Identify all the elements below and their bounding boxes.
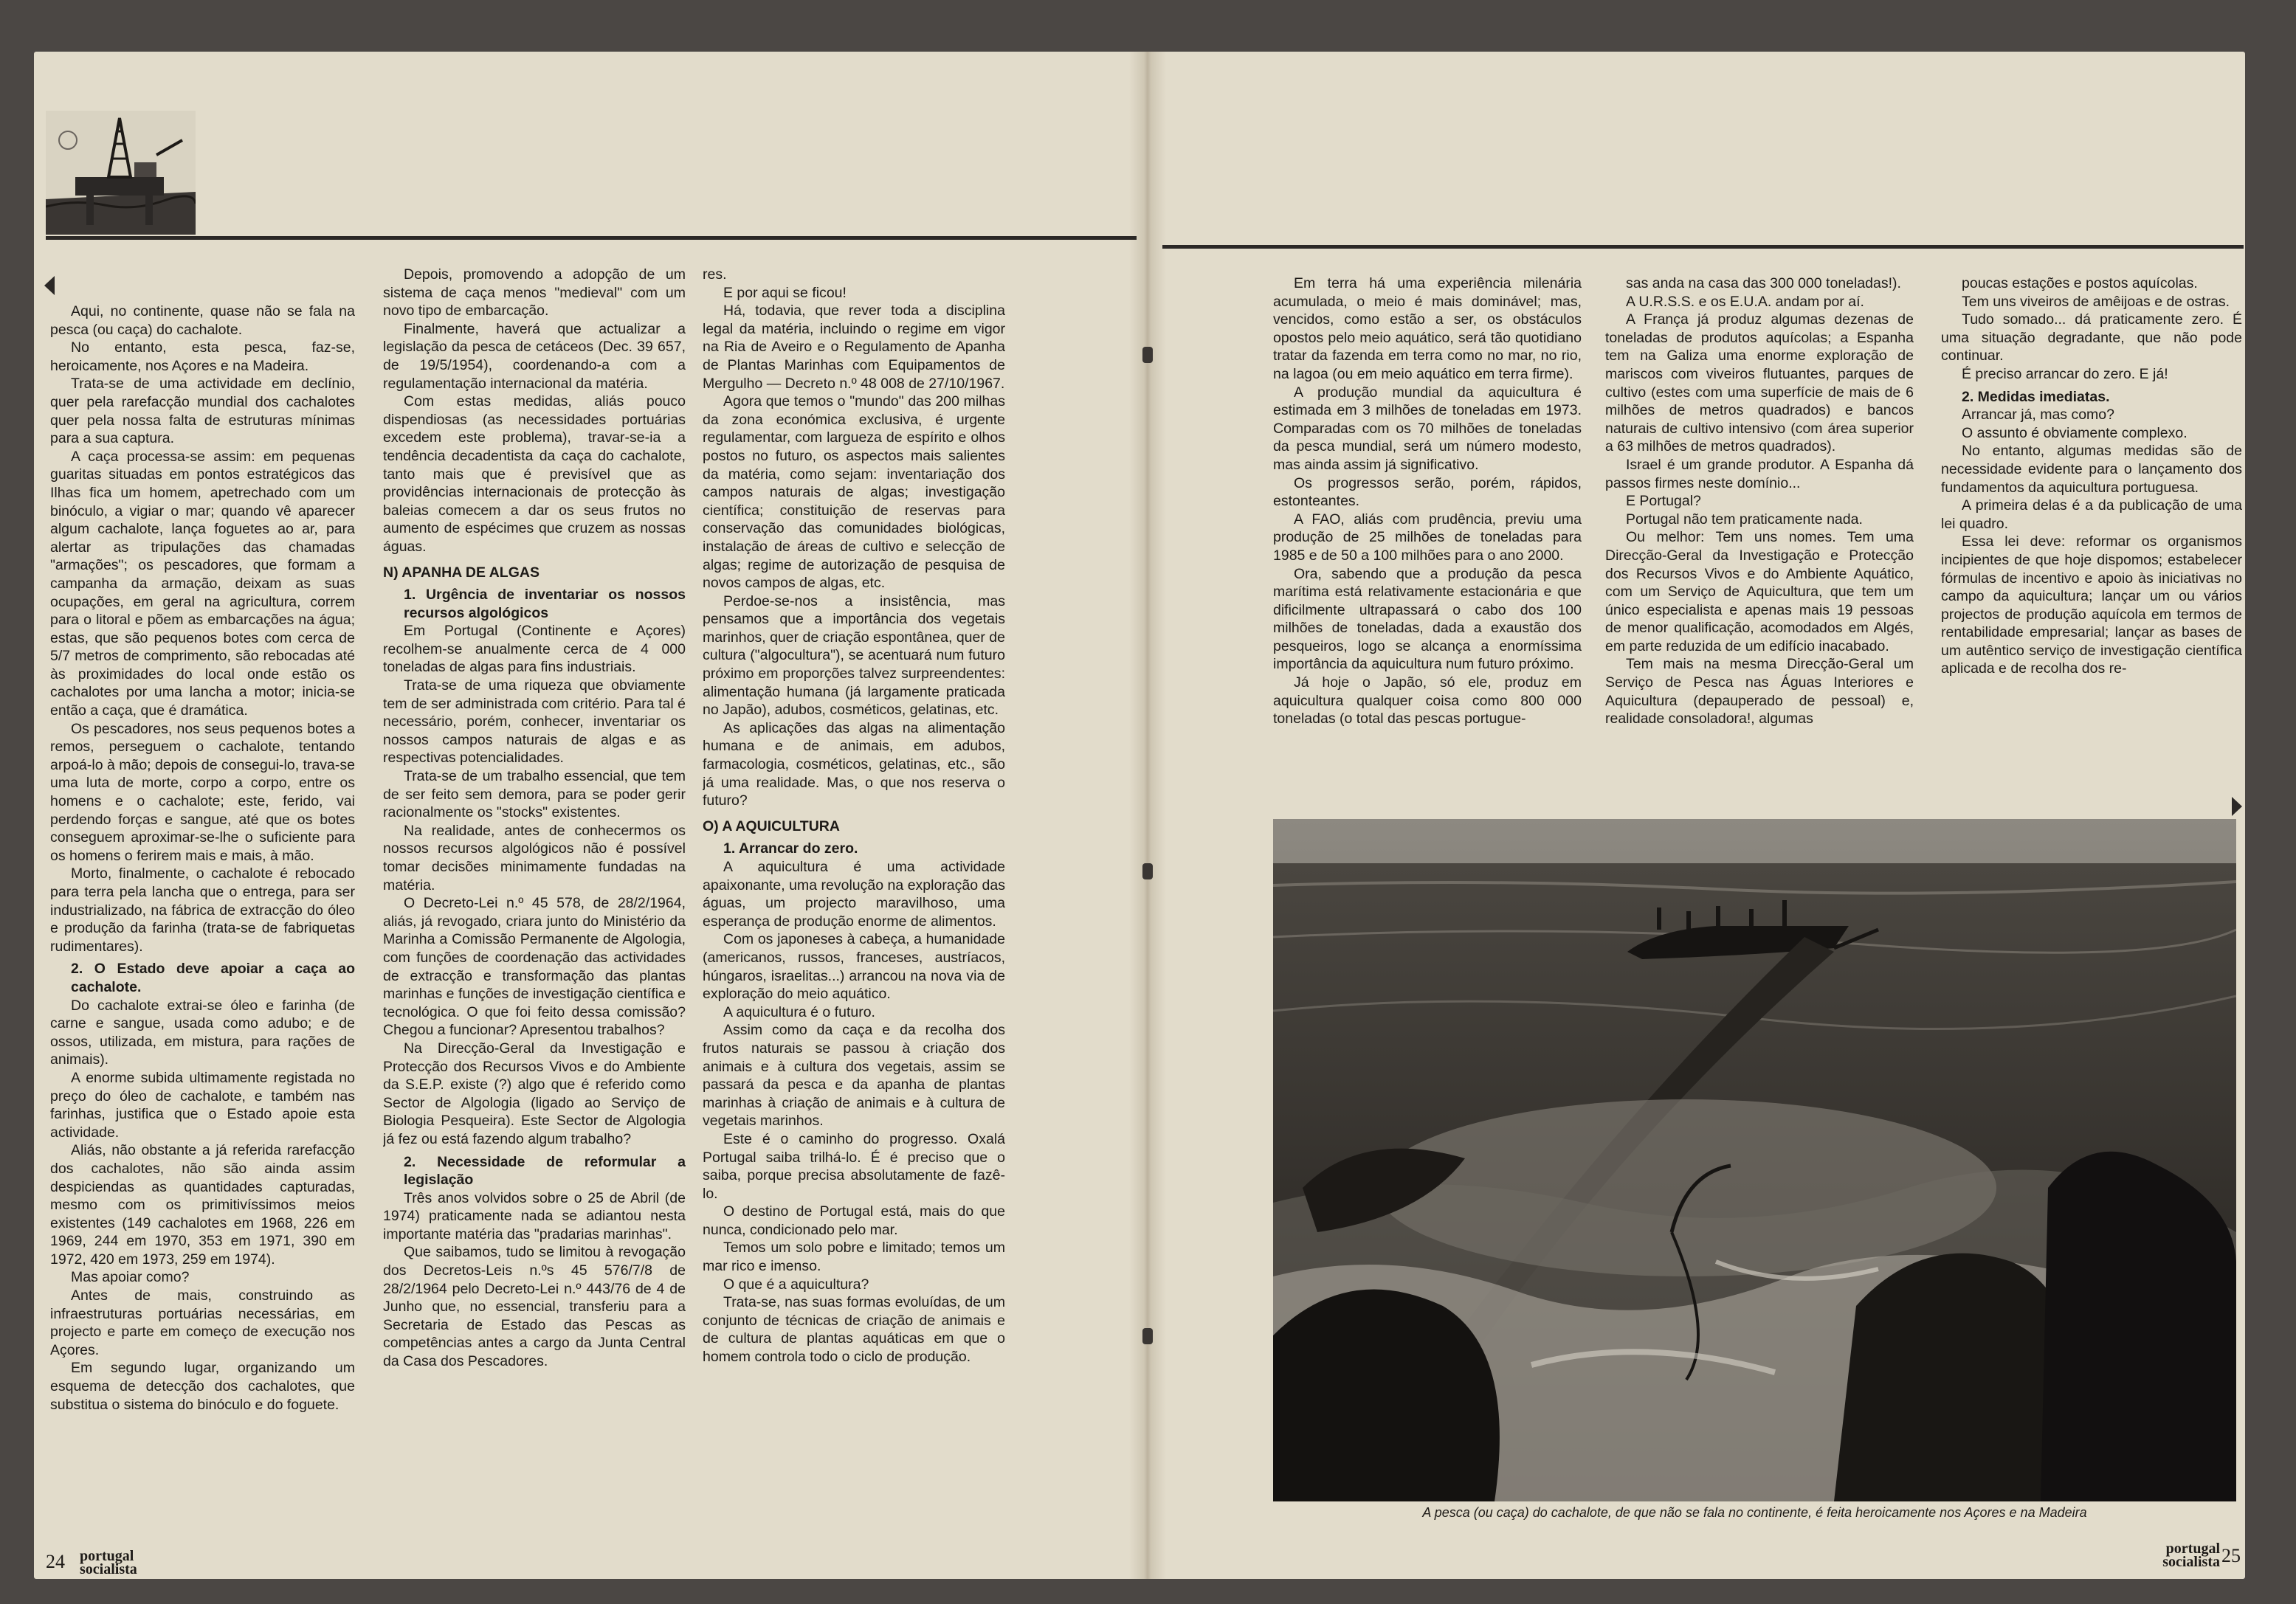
paragraph: Essa lei deve: reformar os organismos incipientes de que hoje dispomos; estabelecer fórmulas de incentivo e apoio às iniciativas no campo da aquicultura; lançar um ou vários projectos de produção aquícola em termos de rentabilidade empresarial; lançar as bases de um autêntico serviço de investigação científica aplicada e de recolha dos re- bbox=[1941, 533, 2242, 677]
page-number-right: 25 bbox=[2221, 1545, 2241, 1566]
paragraph: Morto, finalmente, o cachalote é rebocado para terra pela lancha que o entrega, para ser industrializado, na fábrica de extracção do óleo e produção da farinha (trata-se de fabriquetas rudimentares). bbox=[50, 865, 355, 955]
paragraph: Ora, sabendo que a produção da pesca marítima está relativamente estacionária e que dificilmente ultrapassará o cabo dos 100 milhões de toneladas, dada a exaustão dos pesqueiros, logo se alcança a enormíssima importância da aquicultura num futuro próximo. bbox=[1273, 565, 1582, 673]
paragraph: A primeira delas é a da publicação de uma lei quadro. bbox=[1941, 497, 2242, 532]
paragraph: Israel é um grande produtor. A Espanha dá passos firmes neste domínio... bbox=[1605, 456, 1914, 491]
paragraph: A caça processa-se assim: em pequenas guaritas situadas em pontos estratégicos das Ilhas fica um homem, apetrechado com um binóculo, a vigiar o mar; quando vê aparecer algum cachalote, lança foguetes ao ar, para alertar as tripulações das chamadas "armações"; os pescadores, que formam a campanha da armação, deixam as suas ocupações, em geral na agricultura, correm para o litoral e põem as embarcações na água; estas, que são pequenos botes com cerca de 5/7 metros de comprimento, são rebocadas até às proximidades do local onde estão os cachalotes por uma lancha a motor; inicia-se então a caça, que é dramática. bbox=[50, 448, 355, 719]
staple bbox=[1142, 863, 1153, 879]
paragraph: Trata-se de uma actividade em declínio, quer pela rarefacção mundial dos cachalotes quer pela nossa falta de estruturas mínimas para a sua captura. bbox=[50, 376, 355, 447]
paragraph: Tudo somado... dá praticamente zero. É uma situação degradante, que não pode continuar. bbox=[1941, 311, 2242, 364]
paragraph: Portugal não tem praticamente nada. bbox=[1626, 511, 1863, 528]
oil-rig-illustration-icon bbox=[46, 111, 196, 235]
section-heading: 2. Necessidade de reformular a legislação bbox=[404, 1153, 686, 1189]
paragraph: Depois, promovendo a adopção de um sistema de caça menos "medieval" com um novo tipo de embarcação. bbox=[383, 266, 686, 319]
article-column-6 bbox=[1941, 274, 2242, 813]
paragraph: Mas apoiar como? bbox=[71, 1269, 190, 1286]
paragraph: Ou melhor: Tem uns nomes. Tem uma Direcção-Geral da Investigação e Protecção dos Recursos Vivos e do Ambiente Aquático, com um Serviço de Aquicultura, que tem um único especialista e apenas mais 19 pessoas de menor qualificação, acomodados em Algés, em parte reduzida de um edifício inacabado. bbox=[1605, 529, 1914, 654]
article-column-4 bbox=[1273, 274, 1582, 813]
paragraph: E Portugal? bbox=[1626, 493, 1701, 510]
section-heading: 2. Medidas imediatas. bbox=[1962, 388, 2110, 405]
paragraph: O assunto é obviamente complexo. bbox=[1962, 424, 2188, 441]
paragraph: Perdoe-se-nos a insistência, mas pensamos que a importância dos vegetais marinhos, quer de criação espontânea, quer de cultura ("algocultura"), se acentuará num futuro próximo em proporções talvez surpreendentes: alimentação humana (já largamente praticada no Japão), adubos, cosméticos, gelatinas, etc. bbox=[703, 592, 1005, 719]
section-heading: 2. O Estado deve apoiar a caça ao cachalote. bbox=[71, 961, 355, 995]
paragraph: Tem mais na mesma Direcção-Geral um Serviço de Pesca nas Águas Interiores e Aquicultura (depauperado de pessoal) e, realidade consoladora!, algumas bbox=[1605, 656, 1914, 727]
section-heading: O) A AQUICULTURA bbox=[703, 817, 840, 834]
article-column-2 bbox=[383, 266, 686, 1527]
paragraph: Arrancar já, mas como? bbox=[1962, 407, 2114, 424]
paragraph: A produção mundial da aquicultura é estimada em 3 milhões de toneladas em 1973. Comparadas com os 70 milhões de toneladas da pesca mundial, será um número modesto, mas ainda assim já significativo. bbox=[1273, 384, 1582, 473]
paragraph: Finalmente, haverá que actualizar a legislação da pesca de cetáceos (Dec. 39 657, de 19/5/1954), coordenando-a com a regulamentação internacional da matéria. bbox=[383, 320, 686, 392]
paragraph: As aplicações das algas na alimentação humana e de animais, em adubos, farmacologia, cosméticos, gelatinas, etc., são já uma realidade. Mas, o que nos reserva o futuro? bbox=[703, 719, 1005, 809]
paragraph: Em Portugal (Continente e Açores) recolhem-se anualmente cerca de 4 000 toneladas de algas para fins industriais. bbox=[383, 623, 686, 676]
paragraph: Com os japoneses à cabeça, a humanidade (americanos, russos, franceses, austríacos, húngaros, israelitas...) arrancou na nova via de exploração do meio aquático. bbox=[703, 931, 1005, 1003]
paragraph: No entanto, esta pesca, faz-se, heroicamente, nos Açores e na Madeira. bbox=[50, 339, 355, 374]
paragraph: Em segundo lugar, organizando um esquema de detecção dos cachalotes, que substitua o sistema do binóculo e do foguete. bbox=[50, 1360, 355, 1413]
paragraph: Temos um solo pobre e limitado; temos um mar rico e imenso. bbox=[703, 1240, 1005, 1275]
paragraph: Do cachalote extrai-se óleo e farinha (de carne e sangue, usada como adubo; e de ossos, utilizada, em mistura, para rações de animais). bbox=[50, 997, 355, 1068]
paragraph: Na Direcção-Geral da Investigação e Protecção dos Recursos Vivos e do Ambiente da S.E.P. existe (?) algo que é referido como Sector de Algologia (ligado ao Serviço de Biologia Pesqueira). Este Sector de Algologia já fez ou está fazendo algum trabalho? bbox=[383, 1040, 686, 1147]
magazine-logo-left: portugal socialista bbox=[80, 1548, 137, 1577]
paragraph: Tem uns viveiros de amêijoas e de ostras. bbox=[1962, 293, 2230, 310]
paragraph: poucas estações e postos aquícolas. bbox=[1962, 275, 2198, 291]
paragraph: Aliás, não obstante a já referida rarefacção dos cachalotes, não são ainda assim despiciendas as quantidades capturadas, mesmo com os primitivíssimos meios existentes (149 cachalotes em 1968, 226 em 1969, 244 em 1970, 353 em 1971, 390 em 1972, 420 em 1973, 259 em 1974). bbox=[50, 1142, 355, 1268]
paragraph: O Decreto-Lei n.º 45 578, de 28/2/1964, aliás, já revogado, criara junto do Ministério da Marinha a Comissão Permanente de Algologia, com funções de coordenação das actividades de extracção e transformação das plantas marinhas e funções de investigação científica e tecnológica. O que foi feito dessa comissão? Chegou a funcionar? Apresentou trabalhos? bbox=[383, 895, 686, 1039]
paragraph: Na realidade, antes de conhecermos os nossos recursos algológicos não é possível tomar decisões minimamente fundadas na matéria. bbox=[383, 822, 686, 893]
page-gutter bbox=[1129, 52, 1166, 1579]
magazine-logo-right: portugal socialista bbox=[2162, 1541, 2220, 1570]
section-heading: 1. Urgência de inventariar os nossos recursos algológicos bbox=[404, 587, 686, 621]
paragraph: Trata-se, nas suas formas evoluídas, de um conjunto de técnicas de criação de animais e de cultura de plantas aquáticas em que o homem controla todo o ciclo de produção. bbox=[703, 1294, 1005, 1366]
triangle-left-icon bbox=[44, 276, 55, 295]
paragraph: E por aqui se ficou! bbox=[723, 284, 847, 301]
paragraph: A aquicultura é o futuro. bbox=[723, 1003, 875, 1020]
paragraph: Assim como da caça e da recolha dos frutos naturais se passou à criação dos animais e à cultura dos vegetais, assim se passará da pesca e da apanha de plantas marinhas à criação de animais e à cultura de vegetais marinhos. bbox=[703, 1022, 1005, 1130]
paragraph: Já hoje o Japão, só ele, produz em aquicultura qualquer coisa como 800 000 toneladas (o total das pescas portugue- bbox=[1273, 674, 1582, 727]
article-column-5 bbox=[1605, 274, 1914, 813]
article-column-1 bbox=[50, 303, 355, 1542]
paragraph: Há, todavia, que rever toda a disciplina legal da matéria, incluindo o regime em vigor na Ria de Aveiro e o Regulamento de Apanha de Plantas Marinhas com Equipamentos de Mergulho — Decreto n.º 48 008 de 27/10/1967. bbox=[703, 303, 1005, 392]
paragraph: É preciso arrancar do zero. E já! bbox=[1962, 365, 2168, 382]
paragraph: O que é a aquicultura? bbox=[723, 1276, 869, 1293]
paragraph: Trata-se de uma riqueza que obviamente tem de ser administrada com critério. Para tal é necessário, porém, conhecer, inventariar os nossos campos naturais de algas e as respectivas potencialidades. bbox=[383, 677, 686, 767]
paragraph: sas anda na casa das 300 000 toneladas!). bbox=[1626, 275, 1901, 291]
paragraph: A U.R.S.S. e os E.U.A. andam por aí. bbox=[1626, 293, 1864, 310]
paragraph: Este é o caminho do progresso. Oxalá Portugal saiba trilhá-lo. É é preciso que o saiba, porque precisa absolutamente de fazê-lo. bbox=[703, 1130, 1005, 1202]
paragraph: O destino de Portugal está, mais do que nunca, condicionado pelo mar. bbox=[703, 1203, 1005, 1238]
header-rule-left bbox=[46, 236, 1137, 240]
header-rule-right bbox=[1162, 245, 2244, 249]
section-heading: 1. Arrancar do zero. bbox=[723, 840, 858, 857]
paragraph: Trata-se de um trabalho essencial, que tem de ser feito sem demora, para se poder gerir racionalmente os "stocks" existentes. bbox=[383, 768, 686, 821]
staple bbox=[1142, 1328, 1153, 1344]
paragraph: Três anos volvidos sobre o 25 de Abril (de 1974) praticamente nada se adiantou nesta importante matéria das "pradarias marinhas". bbox=[383, 1189, 686, 1242]
staple bbox=[1142, 347, 1153, 363]
paragraph: A França já produz algumas dezenas de toneladas de produtos aquícolas; a Espanha tem na Galiza uma enorme exploração de mariscos com viveiros flutuantes, parques de cultivo (estes com uma superfície de mais de 6 milhões de metros quadrados) e bancos naturais de cultivo intensivo (com área superior a 63 milhões de metros quadrados). bbox=[1605, 311, 1914, 455]
page-number-left: 24 bbox=[46, 1551, 65, 1572]
whaling-photo bbox=[1273, 819, 2236, 1501]
paragraph: Com estas medidas, aliás pouco dispendiosas (as necessidades portuárias excedem este problema), travar-se-ia a tendência decadentista da caça do cachalote, tanto mais que é previsível que as providências internacionais de protecção às baleias comecem a dar os seus frutos no aumento de espécimes que cruzem as nossas águas. bbox=[383, 393, 686, 555]
paragraph: Que saibamos, tudo se limitou à revogação dos Decretos-Leis n.ºs 45 576/7/8 de 28/2/1964 pelo Decreto-Lei n.º 443/76 de 4 de Junho que, no essencial, transferiu para a Secretaria de Estado das Pescas as competências antes a cargo da Junta Central da Casa dos Pescadores. bbox=[383, 1244, 686, 1370]
paragraph: Os pescadores, nos seus pequenos botes a remos, perseguem o cachalote, tentando arpoá-lo à mão; depois de consegui-lo, trava-se uma luta de morte, corpo a corpo, entre os homens e o cachalote; este, ferido, vai perdendo forças e sangue, até que os botes conseguem aproximar-se-lhe o suficiente para os homens o ferirem mais e mais, à mão. bbox=[50, 720, 355, 864]
section-heading: N) APANHA DE ALGAS bbox=[383, 564, 539, 581]
paragraph: Os progressos serão, porém, rápidos, estonteantes. bbox=[1273, 474, 1582, 510]
paragraph: Aqui, no continente, quase não se fala na pesca (ou caça) do cachalote. bbox=[50, 303, 355, 338]
paragraph: No entanto, algumas medidas são de necessidade evidente para o lançamento dos fundamentos da aquicultura portuguesa. bbox=[1941, 443, 2242, 496]
photo-caption: A pesca (ou caça) do cachalote, de que não se fala no continente, é feita heroicamente nos Açores e na Madeira bbox=[1422, 1505, 2087, 1520]
article-column-3 bbox=[703, 266, 1005, 1527]
continued-text: res. bbox=[703, 266, 727, 283]
paragraph: A aquicultura é uma actividade apaixonante, uma revolução na exploração das águas, um projecto maravilhoso, uma esperança de produção enorme de alimentos. bbox=[703, 859, 1005, 930]
paragraph: A enorme subida ultimamente registada no preço do óleo de cachalote, e também nas farinhas, justifica que o Estado apoie esta actividade. bbox=[50, 1069, 355, 1141]
paragraph: Em terra há uma experiência milenária acumulada, o meio é mais dominável; mas, vencidos, como estão a ser, os obstáculos opostos pelo meio aquático, será tão quotidiano tratar da fazenda em terra como no mar, no rio, na lagoa (ou em meio aquático em terra firme). bbox=[1273, 275, 1582, 382]
paragraph: A FAO, aliás com prudência, previu uma produção de 25 milhões de toneladas para 1985 e de 50 a 100 milhões para o ano 2000. bbox=[1273, 511, 1582, 564]
paragraph: Antes de mais, construindo as infraestruturas portuárias necessárias, em projecto e parte em começo de execução nos Açores. bbox=[50, 1287, 355, 1358]
paragraph: Agora que temos o "mundo" das 200 milhas da zona económica exclusiva, é urgente regulamentar, com largueza de espírito e olhos postos no futuro, os aspectos mais salientes da matéria, como sejam: inventariação dos campos naturais de algas; investigação científica; constituição de reservas para conservação das comunidades biológicas, instalação de áreas de cultivo e selecção de algas; regime de autorização de pesquisa de novos campos de algas, etc. bbox=[703, 393, 1005, 592]
